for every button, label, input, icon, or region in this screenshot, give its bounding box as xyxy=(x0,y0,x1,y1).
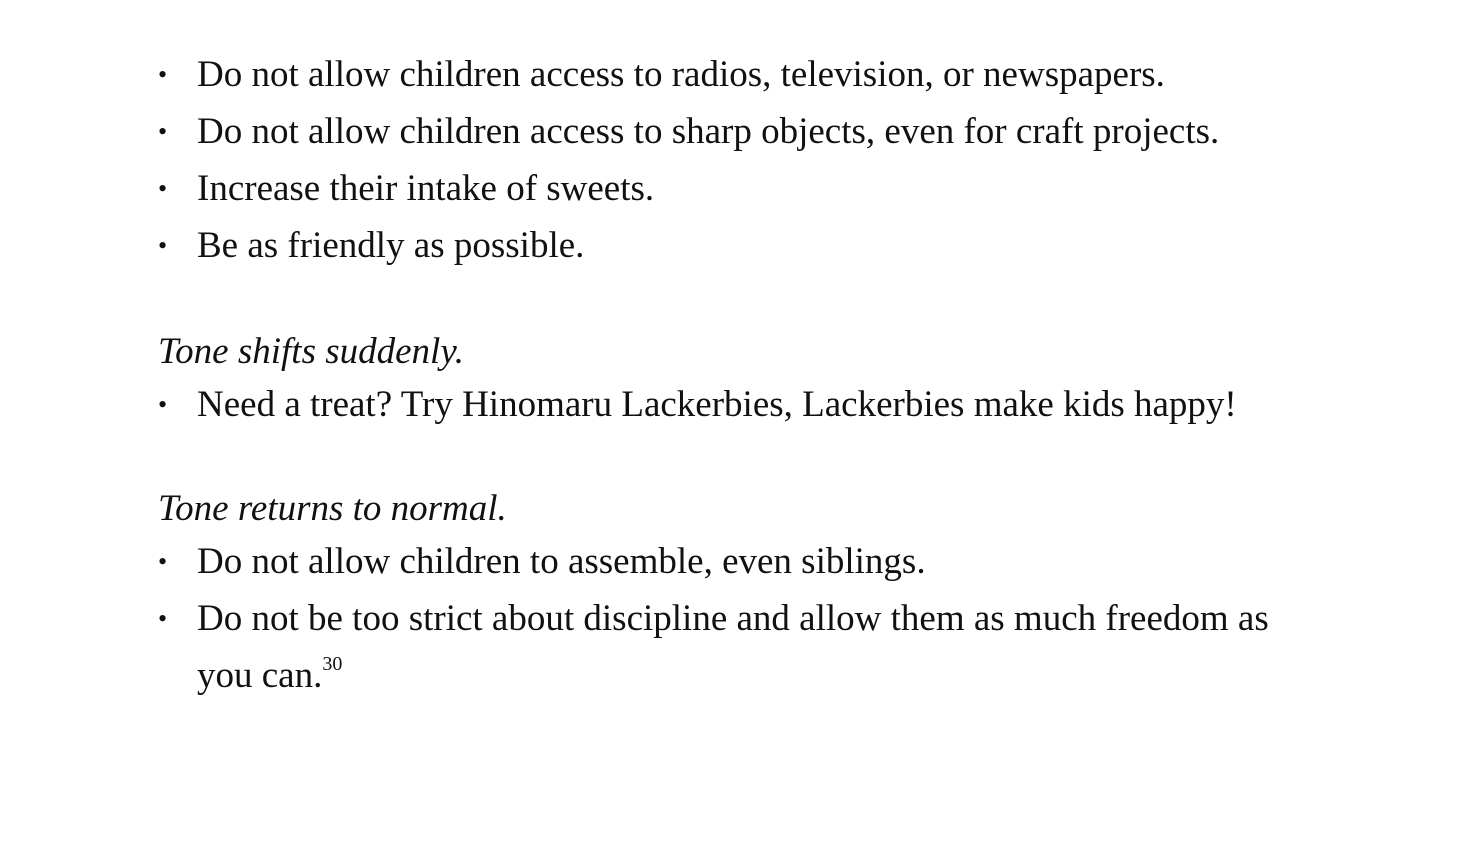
list-item: • Be as friendly as possible. xyxy=(158,217,1358,274)
list-item-text: Do not be too strict about discipline and allow them as much freedom as you can. xyxy=(197,598,1269,696)
list-item-with-footnote xyxy=(158,590,1277,704)
document-page xyxy=(158,46,1358,704)
list-item: • Do not allow children access to sharp objects, even for craft projects. xyxy=(158,103,1237,160)
list-item: • Increase their intake of sweets. xyxy=(158,160,1358,217)
list-item: • Need a treat? Try Hinomaru Lackerbies, Lackerbies make kids happy! xyxy=(158,376,1297,433)
advertisement-list xyxy=(158,376,1358,433)
footnote-marker[interactable]: 30 xyxy=(322,652,343,675)
instruction-list-1 xyxy=(158,46,1358,274)
stage-direction-tone-shift: Tone shifts suddenly. xyxy=(158,331,464,372)
stage-direction-tone-normal: Tone returns to normal. xyxy=(158,488,507,529)
list-item: • Do not allow children access to radios, television, or newspapers. xyxy=(158,46,1337,103)
instruction-list-2 xyxy=(158,533,1358,704)
list-item: • Do not allow children to assemble, even siblings. xyxy=(158,533,1277,590)
